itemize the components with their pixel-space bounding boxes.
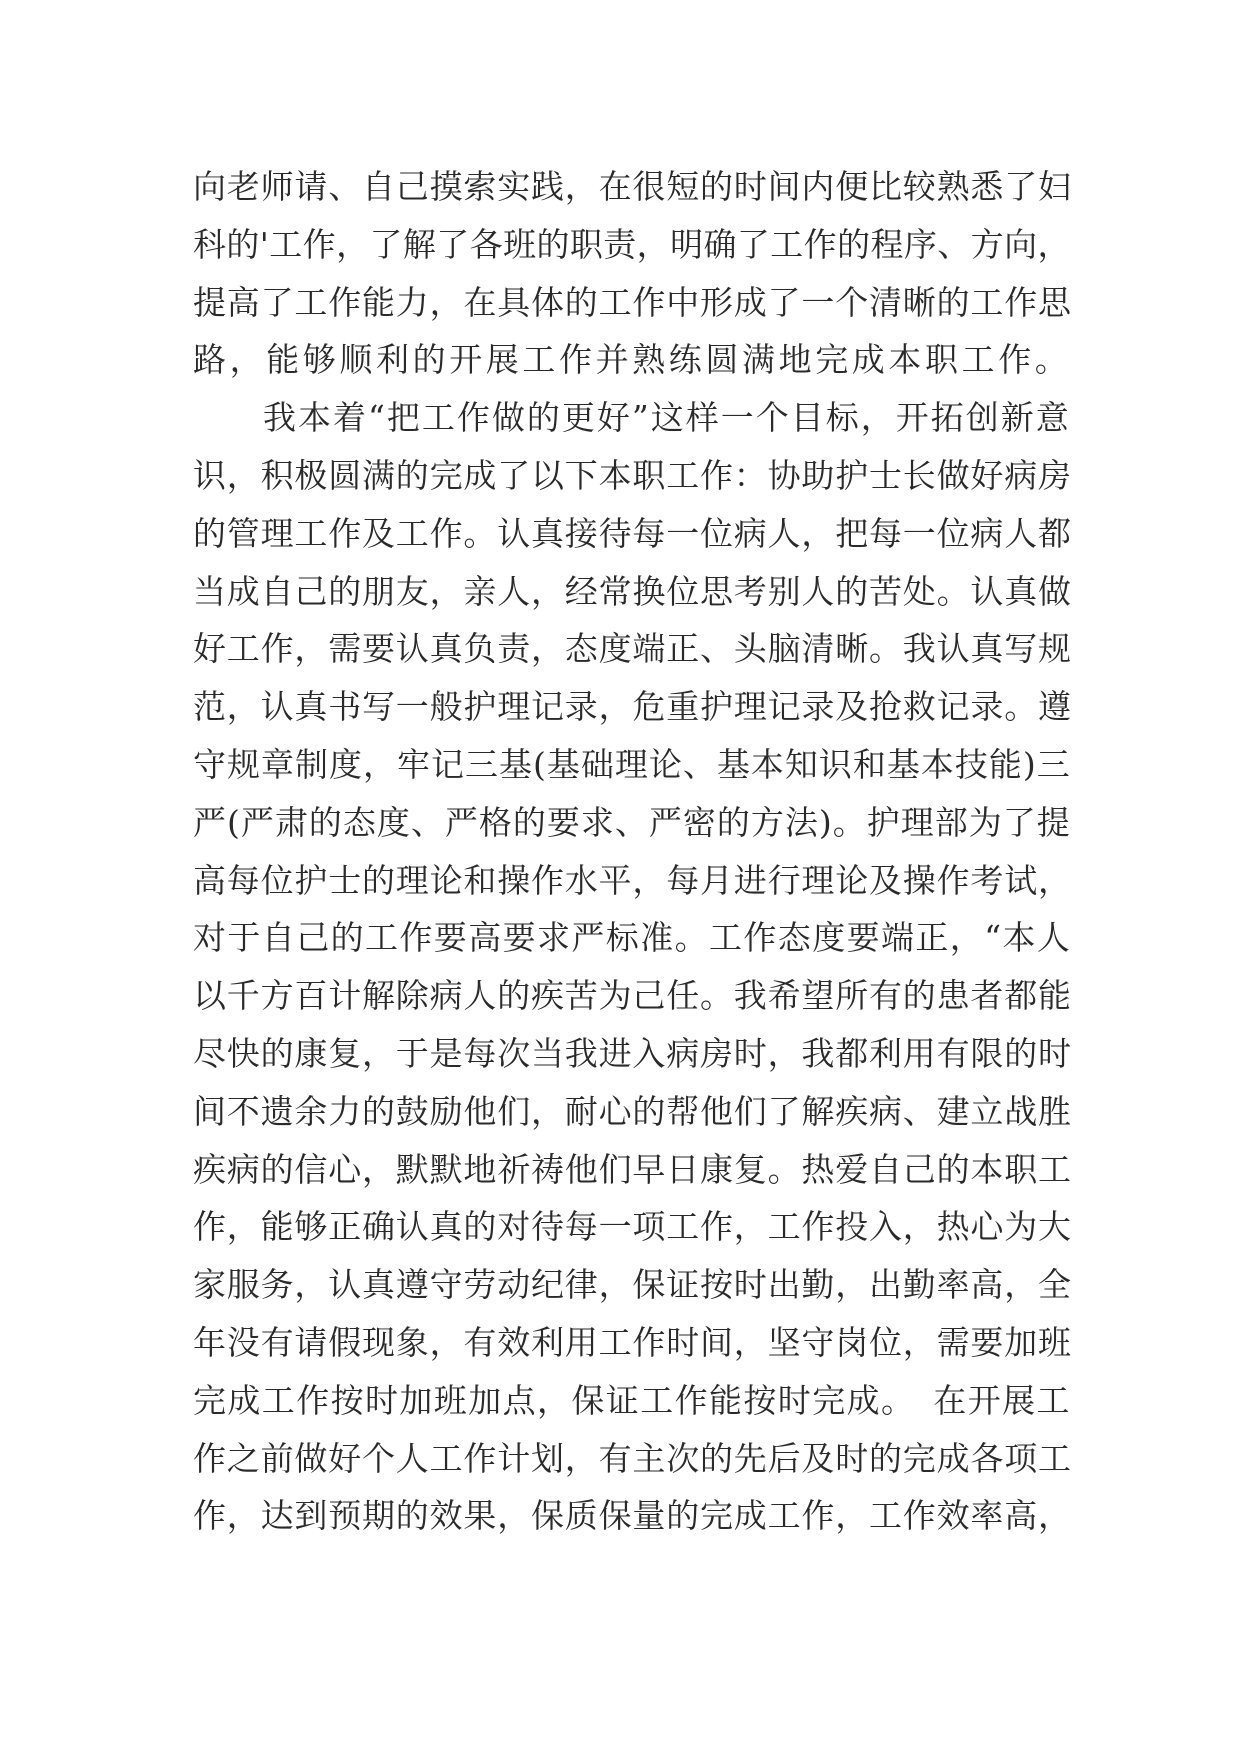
text-line: 向老师请、自己摸索实践，在很短的时间内便比较熟悉了妇 [193, 167, 1072, 206]
text-line: 提高了工作能力，在具体的工作中形成了一个清晰的工作思 [193, 282, 1072, 322]
text-line: 的管理工作及工作。认真接待每一位病人，把每一位病人都 [193, 513, 1072, 553]
text-line: 间不遗余力的鼓励他们，耐心的帮他们了解疾病、建立战胜 [193, 1091, 1072, 1131]
text-line: 以千方百计解除病人的疾苦为己任。我希望所有的患者都能 [193, 976, 1072, 1016]
text-line: 科的'工作，了解了各班的职责，明确了工作的程序、方向， [193, 224, 1071, 264]
text-line: 好工作，需要认真负责，态度端正、头脑清晰。我认真写规 [193, 629, 1072, 669]
text-line: 路，能够顺利的开展工作并熟练圆满地完成本职工作。 [193, 340, 1072, 380]
text-line: 年没有请假现象，有效利用工作时间，坚守岗位，需要加班 [193, 1322, 1072, 1362]
text-line: 严(严肃的态度、严格的要求、严密的方法)。护理部为了提 [193, 802, 1071, 842]
text-line: 疾病的信心，默默地祈祷他们早日康复。热爱自己的本职工 [193, 1149, 1072, 1189]
text-line: 作，达到预期的效果，保质保量的完成工作，工作效率高， [193, 1496, 1072, 1536]
text-line: 当成自己的朋友，亲人，经常换位思考别人的苦处。认真做 [193, 571, 1072, 611]
text-line: 守规章制度，牢记三基(基础理论、基本知识和基本技能)三 [193, 744, 1071, 784]
text-line: 作，能够正确认真的对待每一项工作，工作投入，热心为大 [193, 1207, 1072, 1247]
text-line: 范，认真书写一般护理记录，危重护理记录及抢救记录。遵 [193, 687, 1072, 727]
text-line: 完成工作按时加班加点，保证工作能按时完成。 在开展工 [193, 1380, 1071, 1420]
document-body [193, 158, 1073, 1545]
text-line: 识，积极圆满的完成了以下本职工作：协助护士长做好病房 [193, 455, 1072, 495]
text-line: 对于自己的工作要高要求严标准。工作态度要端正，“本人 [193, 918, 1072, 958]
text-line: 尽快的康复，于是每次当我进入病房时，我都利用有限的时 [193, 1033, 1072, 1073]
text-line: 高每位护士的理论和操作水平，每月进行理论及操作考试， [193, 860, 1072, 900]
text-line: 作之前做好个人工作计划，有主次的先后及时的完成各项工 [193, 1438, 1072, 1478]
text-line: 家服务，认真遵守劳动纪律，保证按时出勤，出勤率高，全 [193, 1265, 1072, 1305]
paragraph-start-line: 我本着“把工作做的更好”这样一个目标，开拓创新意 [193, 398, 1071, 438]
